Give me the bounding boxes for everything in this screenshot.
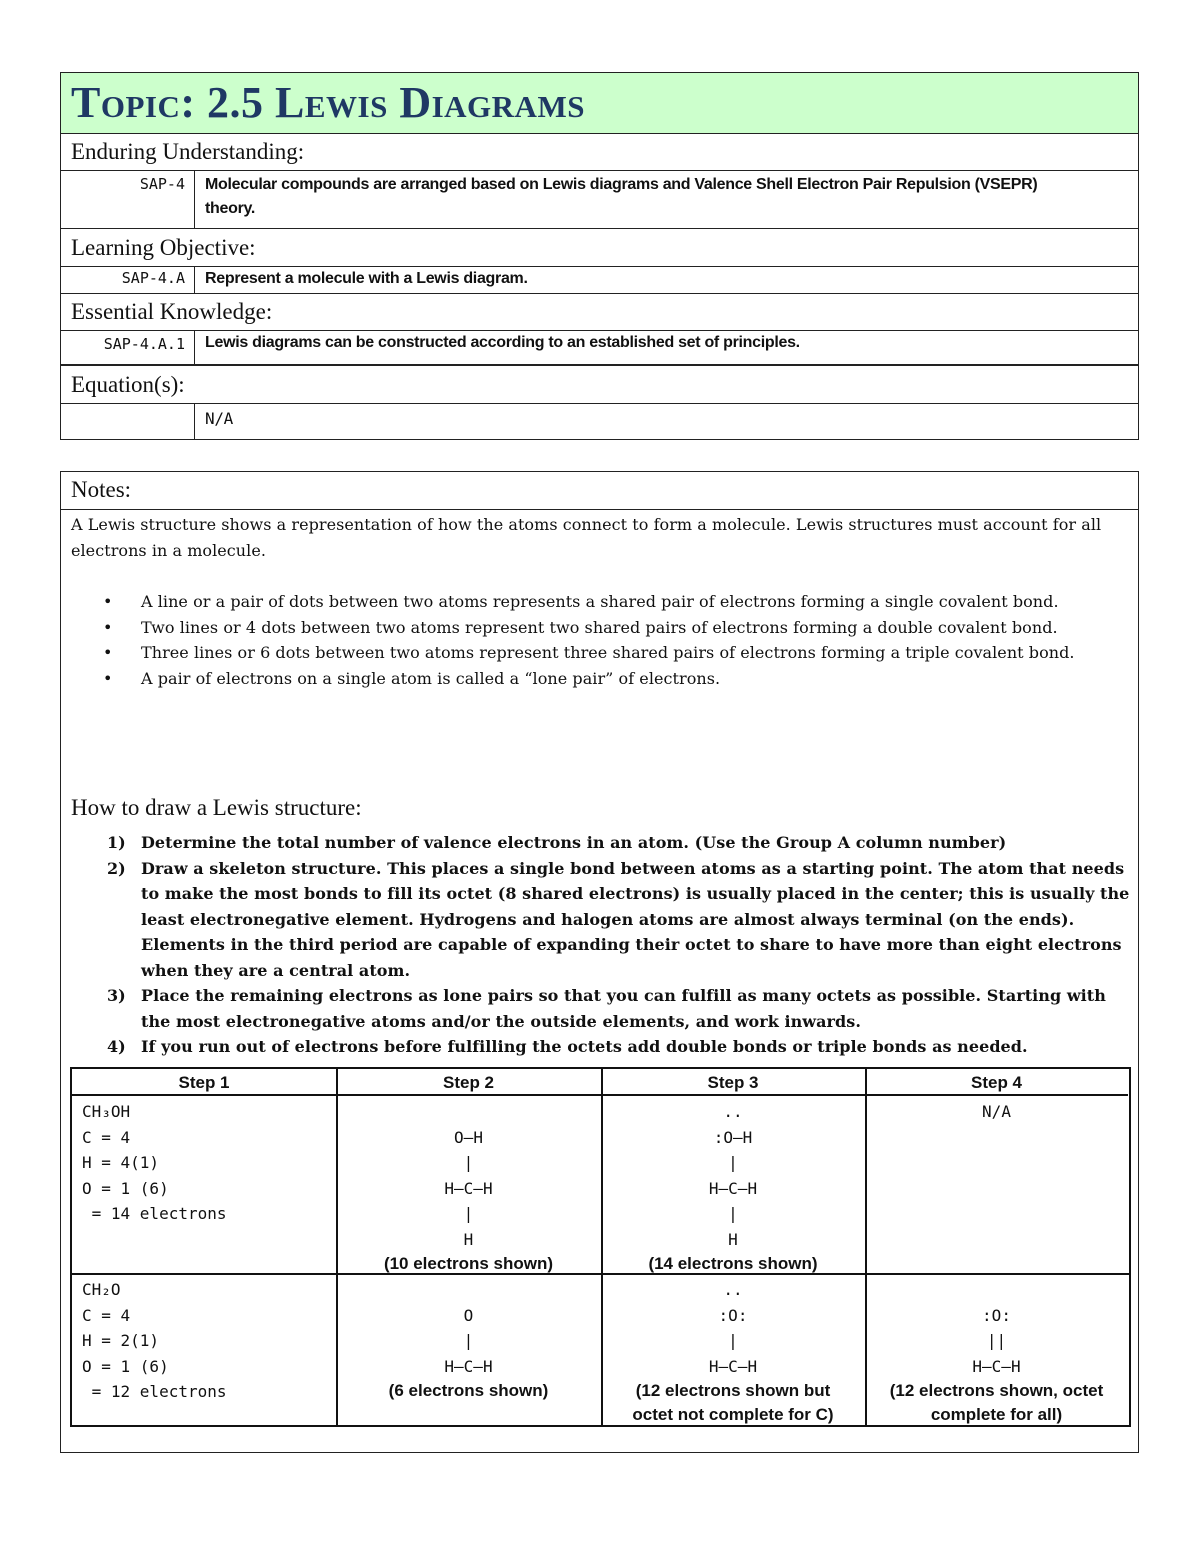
essential-knowledge-label: Essential Knowledge: xyxy=(61,294,1138,331)
structure-line: H—C—H xyxy=(972,1356,1021,1376)
row2-step3-caption: (12 electrons shown but octet not complete for C) xyxy=(632,1381,834,1424)
enduring-text: Molecular compounds are arranged based on Lewis diagrams and Valence Shell Electron Pair Repulsion (VSEPR) theory. xyxy=(205,176,1038,217)
enduring-understanding-row xyxy=(61,171,1138,229)
bullet-icon: • xyxy=(103,668,113,688)
structure-line: | xyxy=(463,1331,474,1350)
structure-line: | xyxy=(728,1331,738,1350)
row1-step3-caption: (14 electrons shown) xyxy=(648,1254,818,1273)
notes-intro: A Lewis structure shows a representation of how the atoms connect to form a molecule. Lewis structures must account for all electrons in a molecule. xyxy=(71,515,1102,560)
row1-step2-caption: (10 electrons shown) xyxy=(383,1254,554,1273)
structure-line: | xyxy=(728,1153,738,1172)
table-header-step2: Step 2 xyxy=(336,1069,601,1096)
table-header-step4: Step 4 xyxy=(865,1069,1128,1096)
learning-objective-row xyxy=(61,267,1138,294)
list-item: • A pair of electrons on a single atom is called a “lone pair” of electrons. xyxy=(101,666,1131,692)
howto-steps-list xyxy=(101,830,1131,1060)
structure-line: H xyxy=(463,1229,474,1249)
notes-box xyxy=(60,471,1139,1453)
structure-line: || xyxy=(986,1331,1007,1350)
notes-bullet-list xyxy=(101,589,1131,691)
equations-label: Equation(s): xyxy=(61,366,1138,404)
list-item: 1) Determine the total number of valence electrons in an atom. (Use the Group A column number) xyxy=(107,833,1007,852)
notes-label: Notes: xyxy=(61,472,1138,510)
structure-line: H—C—H xyxy=(444,1356,493,1376)
row2-step1-cell: CH₂O C = 4 H = 2(1) O = 1 (6) = 12 electrons xyxy=(82,1280,227,1401)
list-item: • A line or a pair of dots between two atoms represents a shared pair of electrons forming a single covalent bond. xyxy=(101,589,1131,615)
row1-step2-cell xyxy=(336,1099,601,1276)
lewis-steps-table xyxy=(70,1067,1131,1427)
learning-objective-label: Learning Objective: xyxy=(61,229,1138,267)
equations-code xyxy=(61,404,195,439)
structure-line: H—C—H xyxy=(708,1178,758,1198)
enduring-code: SAP-4 xyxy=(61,171,195,228)
list-item: 3) Place the remaining electrons as lone pairs so that you can fulfill as many octets as possible. Starting with the most electronegative atoms and/or the outside elements, and work inwards. xyxy=(107,986,1106,1031)
bullet-icon: • xyxy=(103,617,113,637)
essential-knowledge-row xyxy=(61,331,1138,366)
structure-line: O—H xyxy=(454,1127,483,1147)
structure-line: | xyxy=(728,1204,738,1223)
knowledge-text: Lewis diagrams can be constructed according to an established set of principles. xyxy=(205,334,800,351)
list-item: • Three lines or 6 dots between two atoms represent three shared pairs of electrons forming a triple covalent bond. xyxy=(101,640,1131,666)
equations-text: N/A xyxy=(205,409,233,428)
structure-line: .. xyxy=(723,1280,743,1299)
structure-line: H—C—H xyxy=(708,1356,758,1376)
structure-line: | xyxy=(463,1153,474,1172)
row2-step4-caption: (12 electrons shown, octet complete for all) xyxy=(889,1381,1104,1424)
row2-step3-cell xyxy=(601,1277,865,1427)
row2-step2-caption: (6 electrons shown) xyxy=(388,1381,549,1400)
bullet-icon: • xyxy=(103,592,113,611)
objective-text: Represent a molecule with a Lewis diagram. xyxy=(205,270,528,287)
table-header-step1: Step 1 xyxy=(72,1069,336,1096)
row2-step4-cell xyxy=(865,1277,1128,1427)
structure-line: :O—H xyxy=(713,1127,753,1147)
row2-step2-cell xyxy=(336,1277,601,1403)
structure-line: :O: xyxy=(982,1305,1011,1325)
howto-heading: How to draw a Lewis structure: xyxy=(71,795,362,820)
bullet-icon: • xyxy=(103,643,113,662)
row1-step4-cell: N/A xyxy=(982,1102,1011,1121)
page-title: Topic: 2.5 Lewis Diagrams xyxy=(71,78,585,127)
standards-box xyxy=(60,72,1139,440)
row1-step3-cell xyxy=(601,1099,865,1276)
equations-row xyxy=(61,404,1138,439)
list-item: • Two lines or 4 dots between two atoms represent two shared pairs of electrons forming a double covalent bond. xyxy=(101,615,1131,641)
knowledge-code: SAP-4.A.1 xyxy=(61,331,195,364)
topic-header xyxy=(61,73,1138,134)
list-item: 2) Draw a skeleton structure. This places a single bond between atoms as a starting point. The atom that needs to make the most bonds to fill its octet (8 shared electrons) is usually placed in the center; this is usually the least electronegative element. Hydrogens and halogen atoms are almost always terminal (on the ends). Elements in the third period are capable of expanding their octet to share to have more than eight electrons when they are a central atom. xyxy=(107,858,1130,980)
structure-line: | xyxy=(463,1204,474,1223)
structure-line: O xyxy=(463,1305,474,1325)
structure-line: :O: xyxy=(718,1305,748,1325)
enduring-understanding-label: Enduring Understanding: xyxy=(61,134,1138,171)
objective-code: SAP-4.A xyxy=(61,267,195,293)
structure-line: H xyxy=(728,1229,738,1249)
structure-line: H—C—H xyxy=(444,1178,493,1198)
structure-line: .. xyxy=(723,1102,743,1121)
table-header-step3: Step 3 xyxy=(601,1069,865,1096)
list-item: 4) If you run out of electrons before fulfilling the octets add double bonds or triple bonds as needed. xyxy=(107,1037,1028,1056)
row1-step1-cell: CH₃OH C = 4 H = 4(1) O = 1 (6) = 14 electrons xyxy=(82,1102,227,1223)
